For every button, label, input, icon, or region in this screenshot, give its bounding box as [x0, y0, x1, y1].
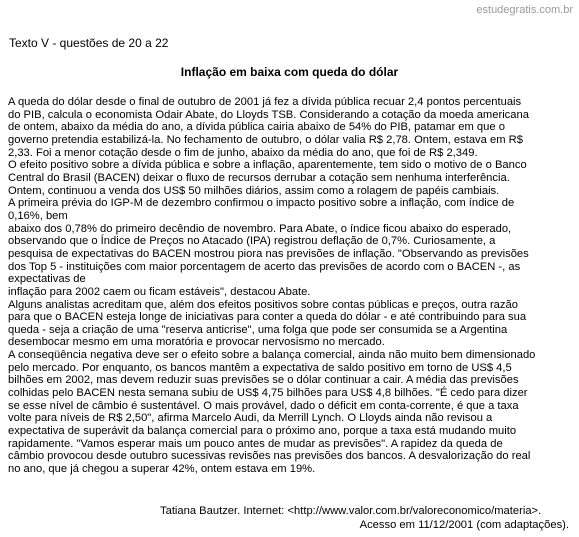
- body-line: 2,33. Foi a menor cotação desde o fim de junho, abaixo da média do ano, que foi de R$ 2,349.: [8, 146, 478, 159]
- body-line: expectativa de superávit da balança comercial para o próximo ano, porque a taxa está mudando muito: [8, 425, 517, 438]
- body-line: A conseqüência negativa deve ser o efeito sobre a balança comercial, ainda não muito bem dimensionado: [8, 349, 536, 362]
- body-line: desembocar mesmo em uma moratória e provocar nervosismo no mercado.: [8, 336, 385, 349]
- body-line: Alguns analistas acreditam que, além dos efeitos positivos sobre contas públicas e preços, outra razão: [8, 298, 518, 311]
- body-line: inflação para 2002 caem ou ficam estáveis", destacou Abate.: [8, 285, 311, 298]
- body-line: bilhões em 2002, mas devem reduzir suas previsões se o dólar continuar a cair. A média das previsões: [8, 374, 519, 387]
- body-line: pesquisa de expectativas do BACEN mostrou piora nas previsões de inflação. "Observando as previsões: [8, 247, 529, 260]
- body-line: abaixo dos 0,78% do primeiro decêndio de novembro. Para Abate, o índice ficou abaixo do esperado,: [8, 222, 512, 235]
- body-line: O efeito positivo sobre a dívida pública e sobre a inflação, aparentemente, tem sido o motivo de o Banco: [8, 159, 527, 172]
- body-line: governo pretendia estabilizá-la. No fechamento de outubro, o dólar valia R$ 2,78. Ontem, estava em R$: [8, 133, 523, 146]
- source-citation: Tatiana Bautzer. Internet: <http://www.valor.com.br/valoreconomico/materia>.: [160, 505, 542, 517]
- body-line: dos Top 5 - instituições com maior porcentagem de acerto das previsões de acordo com o BACEN -, as: [8, 260, 521, 273]
- body-line: queda - seja a criação de uma "reserva anticrise", uma folga que pode ser consumida se a Argentina: [8, 323, 508, 336]
- body-line: de ontem, abaixo da média do ano, a dívida pública cairia abaixo de 54% do PIB, patamar em que o: [8, 121, 505, 134]
- section-heading: Texto V - questões de 20 a 22: [9, 36, 169, 50]
- access-date: Acesso em 11/12/2001 (com adaptações).: [359, 519, 569, 531]
- site-watermark: estudegratis.com.br: [476, 4, 573, 16]
- body-line: A queda do dólar desde o final de outubro de 2001 já fez a dívida pública recuar 2,4 pontos percentuais: [8, 96, 522, 108]
- body-line: Central do Brasil (BACEN) deixar o fluxo de recursos derrubar a cotação sem nenhuma interferência.: [8, 171, 510, 184]
- body-line: volte para níveis de R$ 2,50", afirma Marcelo Audi, da Merrill Lynch. O Lloyds ainda não revisou a: [8, 412, 493, 425]
- body-line: expectativas de: [8, 273, 86, 286]
- body-line: pelo mercado. Por enquanto, os bancos mantêm a expectativa de saldo positivo em torno de US$ 4,5: [8, 361, 512, 374]
- body-line: se esse nível de câmbio é sustentável. O mais provável, dado o déficit em conta-corrente, é que a taxa: [8, 399, 519, 412]
- body-line: A primeira prévia do IGP-M de dezembro confirmou o impacto positivo sobre a inflação, com índice de: [8, 197, 515, 210]
- body-line: Ontem, continuou a venda dos US$ 50 milhões diários, assim como a rolagem de papéis cambiais.: [8, 184, 500, 197]
- body-line: 0,16%, bem: [8, 209, 68, 222]
- body-line: observando que o Índice de Preços no Atacado (IPA) registrou deflação de 0,7%. Curiosamente, a: [8, 235, 496, 248]
- article-body: [8, 96, 573, 476]
- body-line: no ano, que já chegou a superar 42%, ontem estava em 19%.: [8, 463, 316, 476]
- body-line: câmbio provocou desde outubro sucessivas revisões nas previsões dos bancos. A desvalorização do real: [8, 450, 531, 463]
- body-line: rapidamente. "Vamos esperar mais um pouco antes de mudar as previsões". A rapidez da queda de: [8, 437, 503, 450]
- body-line: para que o BACEN esteja longe de iniciativas para conter a queda do dólar - e até contribuindo para sua: [8, 311, 527, 324]
- body-line: do PIB, calcula o economista Odair Abate, do Lloyds TSB. Considerando a cotação da moeda americana: [8, 108, 529, 121]
- body-line: colhidas pelo BACEN nesta semana subiu de US$ 4,75 bilhões para US$ 4,8 bilhões. "É cedo para dizer: [8, 387, 528, 400]
- article-title: Inflação em baixa com queda do dólar: [180, 65, 399, 79]
